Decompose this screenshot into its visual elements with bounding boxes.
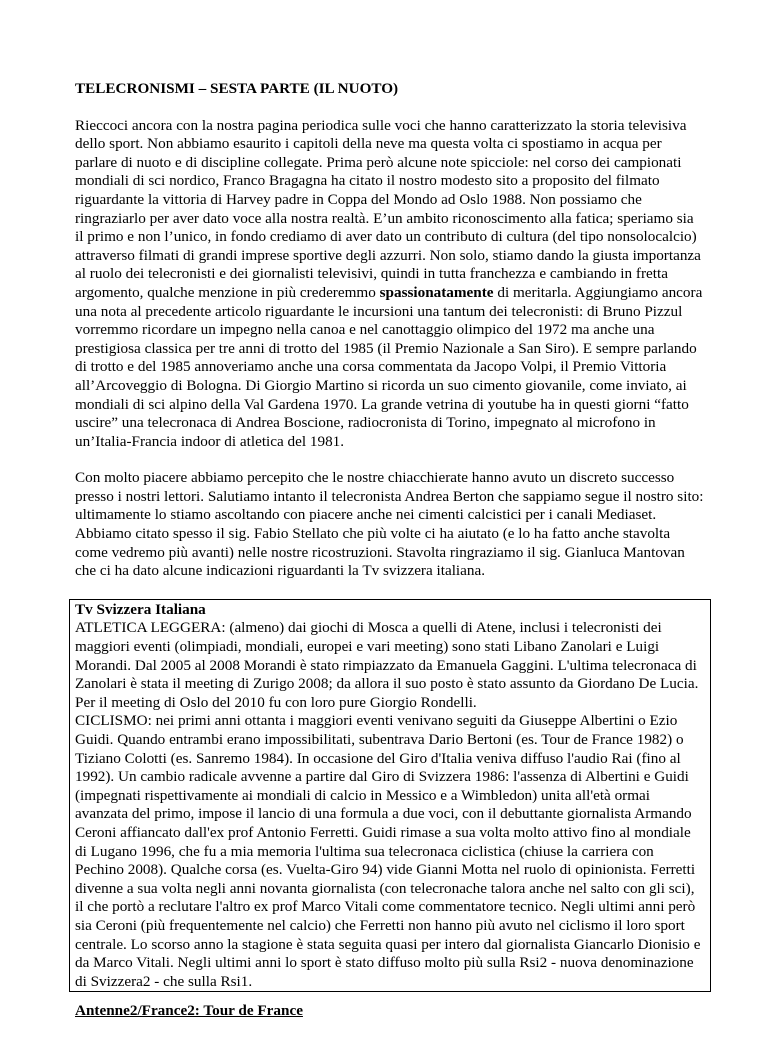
intro-text-b: di meritarla. Aggiungiamo ancora una nota al precedente articolo riguardante le incursioni una tantum dei telecronisti: di Bruno Pizzul vorremmo ricordare un impegno nella canoa e nel canottaggio olimpico del 1972 ma anche una prestigiosa classica per tre anni di trotto del 1985 (il Premio Nazionale a San Siro). E sempre parlando di trotto e del 1985 annoveriamo anche una corsa commentata da Jacopo Volpi, il Premio Vittoria all’Arcoveggio di Bologna. Di Giorgio Martino si ricorda un suo cimento giovanile, come inviato, ai mondiali di sci alpino della Val Gardena 1970. La grande vetrina di youtube ha in questi giorni “fatto uscire” una telecronaca di Andrea Boscione, radiocronista di Torino, impegnato al microfono in un’Italia-Francia indoor di atletica del 1981. [75,283,703,450]
box-title: Tv Svizzera Italiana [75,600,206,618]
intro-paragraph [75,117,705,452]
intro-bold-word: spassionatamente [379,283,494,301]
svizzera-box [69,599,711,992]
article-title: TELECRONISMI – SESTA PARTE (IL NUOTO) [75,80,399,97]
box-atletica: ATLETICA LEGGERA: (almeno) dai giochi di Mosca a quelli di Atene, inclusi i telecronisti dei maggiori eventi (olimpiadi, mondiali, europei e vari meeting) sono stati Libano Zanolari e Luigi Morandi. Dal 2005 al 2008 Morandi è stato rimpiazzato da Emanuela Gaggini. L'ultima telecronaca di Zanolari è stata il meeting di Zurigo 2008; da allora il suo posto è stato assunto da Giordano De Lucia. Per il meeting di Oslo del 2010 fu con loro pure Giorgio Rondelli. [75,619,699,711]
document-page [75,80,705,1039]
box-ciclismo: CICLISMO: nei primi anni ottanta i maggiori eventi venivano seguiti da Giuseppe Albertini o Ezio Guidi. Quando entrambi erano impossibilitati, subentrava Dario Bertoni (es. Tour de France 1982) o Tiziano Colotti (es. Sanremo 1984). In occasione del Giro d'Italia veniva diffuso l'audio Rai (fino al 1992). Un cambio radicale avvenne a partire dal Giro di Svizzera 1986: l'assenza di Albertini e Guidi (impegnati rispettivamente ai mondiali di calcio in Messico e a Wimbledon) unita all'età ormai avanzata del primo, impose il lancio di una formula a due voci, con il debuttante giornalista Armando Ceroni affiancato dall'ex prof Antonio Ferretti. Guidi rimase a sua volta molto attivo fino al mondiale di Lugano 1996, che fu a mia memoria l'ultima sua telecronaca ciclistica (chiuse la carriera con Pechino 2008). Qualche corsa (es. Vuelta-Giro 94) vide Gianni Motta nel ruolo di opinionista. Ferretti divenne a sua volta negli anni novanta giornalista (con telecronache talora anche nel salto con gli sci), il che portò a reclutare l'altro ex prof Marco Vitali come commentatore tecnico. Negli ultimi anni però sia Ceroni (più frequentemente nel calcio) che Ferretti non hanno più avuto nel ciclismo il loro sport centrale. Lo scorso anno la stagione è stata seguita quasi per intero dal giornalista Giancarlo Dionisio e da Marco Vitali. Negli ultimi anni lo sport è stato diffuso molto più sulla Rsi2 - nuova denominazione di Svizzera2 - che sulla Rsi1. [75,712,701,990]
thanks-paragraph: Con molto piacere abbiamo percepito che le nostre chiacchierate hanno avuto un discreto successo presso i nostri lettori. Salutiamo intanto il telecronista Andrea Berton che sappiamo segue il nostro sito: ultimamente lo stiamo ascoltando con piacere anche nei cimenti calcistici per i canali Mediaset. Abbiamo citato spesso il sig. Fabio Stellato che più volte ci ha aiutato (e lo ha fatto anche stavolta come vedremo più avanti) nelle nostre ricostruzioni. Stavolta ringraziamo il sig. Gianluca Mantovan che ci ha dato alcune indicazioni riguardanti la Tv svizzera italiana. [75,469,704,580]
next-section-heading: Antenne2/France2: Tour de France [75,1002,303,1020]
intro-text-a: Rieccoci ancora con la nostra pagina periodica sulle voci che hanno caratterizzato la storia televisiva dello sport. Non abbiamo esaurito i capitoli della neve ma questa volta ci spostiamo in acqua per parlare di nuoto e di discipline collegate. Prima però alcune note spicciole: nel corso dei campionati mondiali di sci nordico, Franco Bragagna ha citato il nostro modesto sito a proposito del filmato riguardante la vittoria di Harvey padre in Coppa del Mondo ad Oslo 1988. Non possiamo che ringraziarlo per aver dato voce alla nostra realtà. E’un ambito riconoscimento alla fatica; speriamo sia il primo e non l’unico, in fondo crediamo di aver dato un contributo di cultura (del tipo nonsolocalcio) attraverso filmati di grandi imprese sportive degli azzurri. Non solo, stiamo dando la giusta importanza al ruolo dei telecronisti e dei giornalisti televisivi, quindi in tutta franchezza e cambiando in fretta argomento, qualche menzione in più crederemmo [75,116,701,301]
